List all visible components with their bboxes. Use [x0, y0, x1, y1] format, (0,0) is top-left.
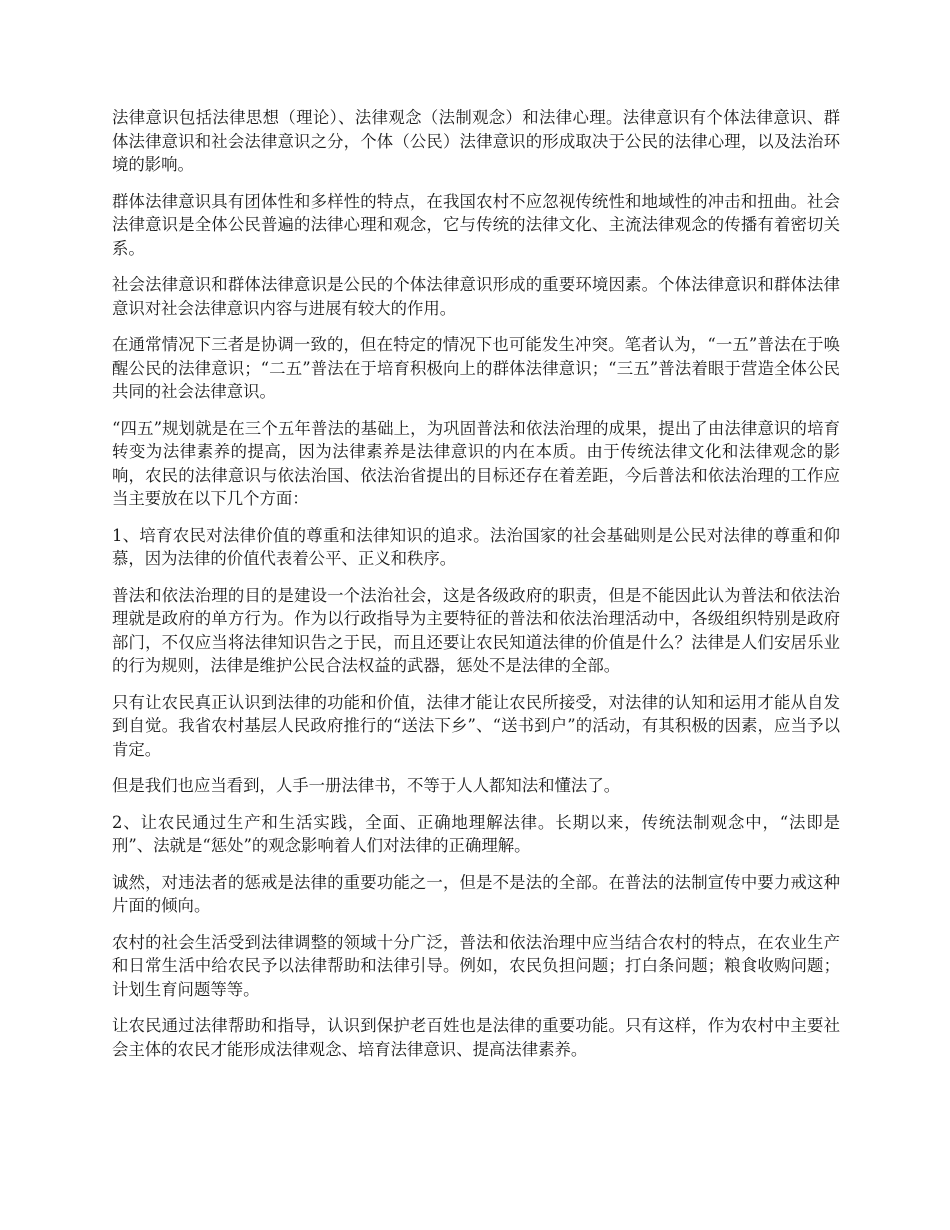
paragraph: 在通常情况下三者是协调一致的，但在特定的情况下也可能发生冲突。笔者认为，“一五”普法在于唤醒公民的法律意识；“二五”普法在于培育积极向上的群体法律意识；“三五”普法着眼于营造全体公民共同的社会法律意识。 — [112, 335, 840, 401]
paragraph: “四五”规划就是在三个五年普法的基础上，为巩固普法和依法治理的成果，提出了由法律意识的培育转变为法律素养的提高，因为法律素养是法律意识的内在本质。由于传统法律文化和法律观念的影响，农民的法律意识与依法治国、依法治省提出的目标还存在着差距，今后普法和依法治理的工作应当主要放在以下几个方面： — [112, 418, 840, 508]
paragraph: 群体法律意识具有团体性和多样性的特点，在我国农村不应忽视传统性和地域性的冲击和扭曲。社会法律意识是全体公民普遍的法律心理和观念，它与传统的法律文化、主流法律观念的传播有着密切关系。 — [112, 191, 840, 258]
paragraph: 社会法律意识和群体法律意识是公民的个体法律意识形成的重要环境因素。个体法律意识和群体法律意识对社会法律意识内容与进展有较大的作用。 — [112, 275, 840, 318]
paragraph: 但是我们也应当看到，人手一册法律书，不等于人人都知法和懂法了。 — [112, 776, 621, 795]
paragraph: 普法和依法治理的目的是建设一个法治社会，这是各级政府的职责，但是不能因此认为普法和依法治理就是政府的单方行为。作为以行政指导为主要特征的普法和依法治理活动中，各级组织特别是政府部门，不仅应当将法律知识告之于民，而且还要让农民知道法律的价值是什么？法律是人们安居乐业的行为规则，法律是维护公民合法权益的武器，惩处不是法律的全部。 — [112, 585, 840, 675]
paragraph: 让农民通过法律帮助和指导，认识到保护老百姓也是法律的重要功能。只有这样，作为农村中主要社会主体的农民才能形成法律观念、培育法律意识、提高法律素养。 — [112, 1016, 840, 1059]
paragraph: 1、培育农民对法律价值的尊重和法律知识的追求。法治国家的社会基础则是公民对法律的尊重和仰慕，因为法律的价值代表着公平、正义和秩序。 — [112, 525, 840, 568]
paragraph: 法律意识包括法律思想（理论）、法律观念（法制观念）和法律心理。法律意识有个体法律意识、群体法律意识和社会法律意识之分，个体（公民）法律意识的形成取决于公民的法律心理，以及法治环境的影响。 — [112, 108, 840, 174]
paragraph: 诚然，对违法者的惩戒是法律的重要功能之一，但是不是法的全部。在普法的法制宣传中要力戒这种片面的倾向。 — [112, 872, 840, 915]
document-body — [112, 106, 840, 1074]
paragraph: 只有让农民真正认识到法律的功能和价值，法律才能让农民所接受，对法律的认知和运用才能从自发到自觉。我省农村基层人民政府推行的“送法下乡”、“送书到户”的活动，有其积极的因素，应当予以肯定。 — [112, 692, 840, 759]
paragraph: 农村的社会生活受到法律调整的领域十分广泛，普法和依法治理中应当结合农村的特点，在农业生产和日常生活中给农民予以法律帮助和法律引导。例如，农民负担问题；打白条问题；粮食收购问题；计划生育问题等等。 — [112, 932, 840, 999]
paragraph: 2、让农民通过生产和生活实践，全面、正确地理解法律。长期以来，传统法制观念中，“法即是刑”、法就是“惩处”的观念影响着人们对法律的正确理解。 — [112, 812, 840, 855]
